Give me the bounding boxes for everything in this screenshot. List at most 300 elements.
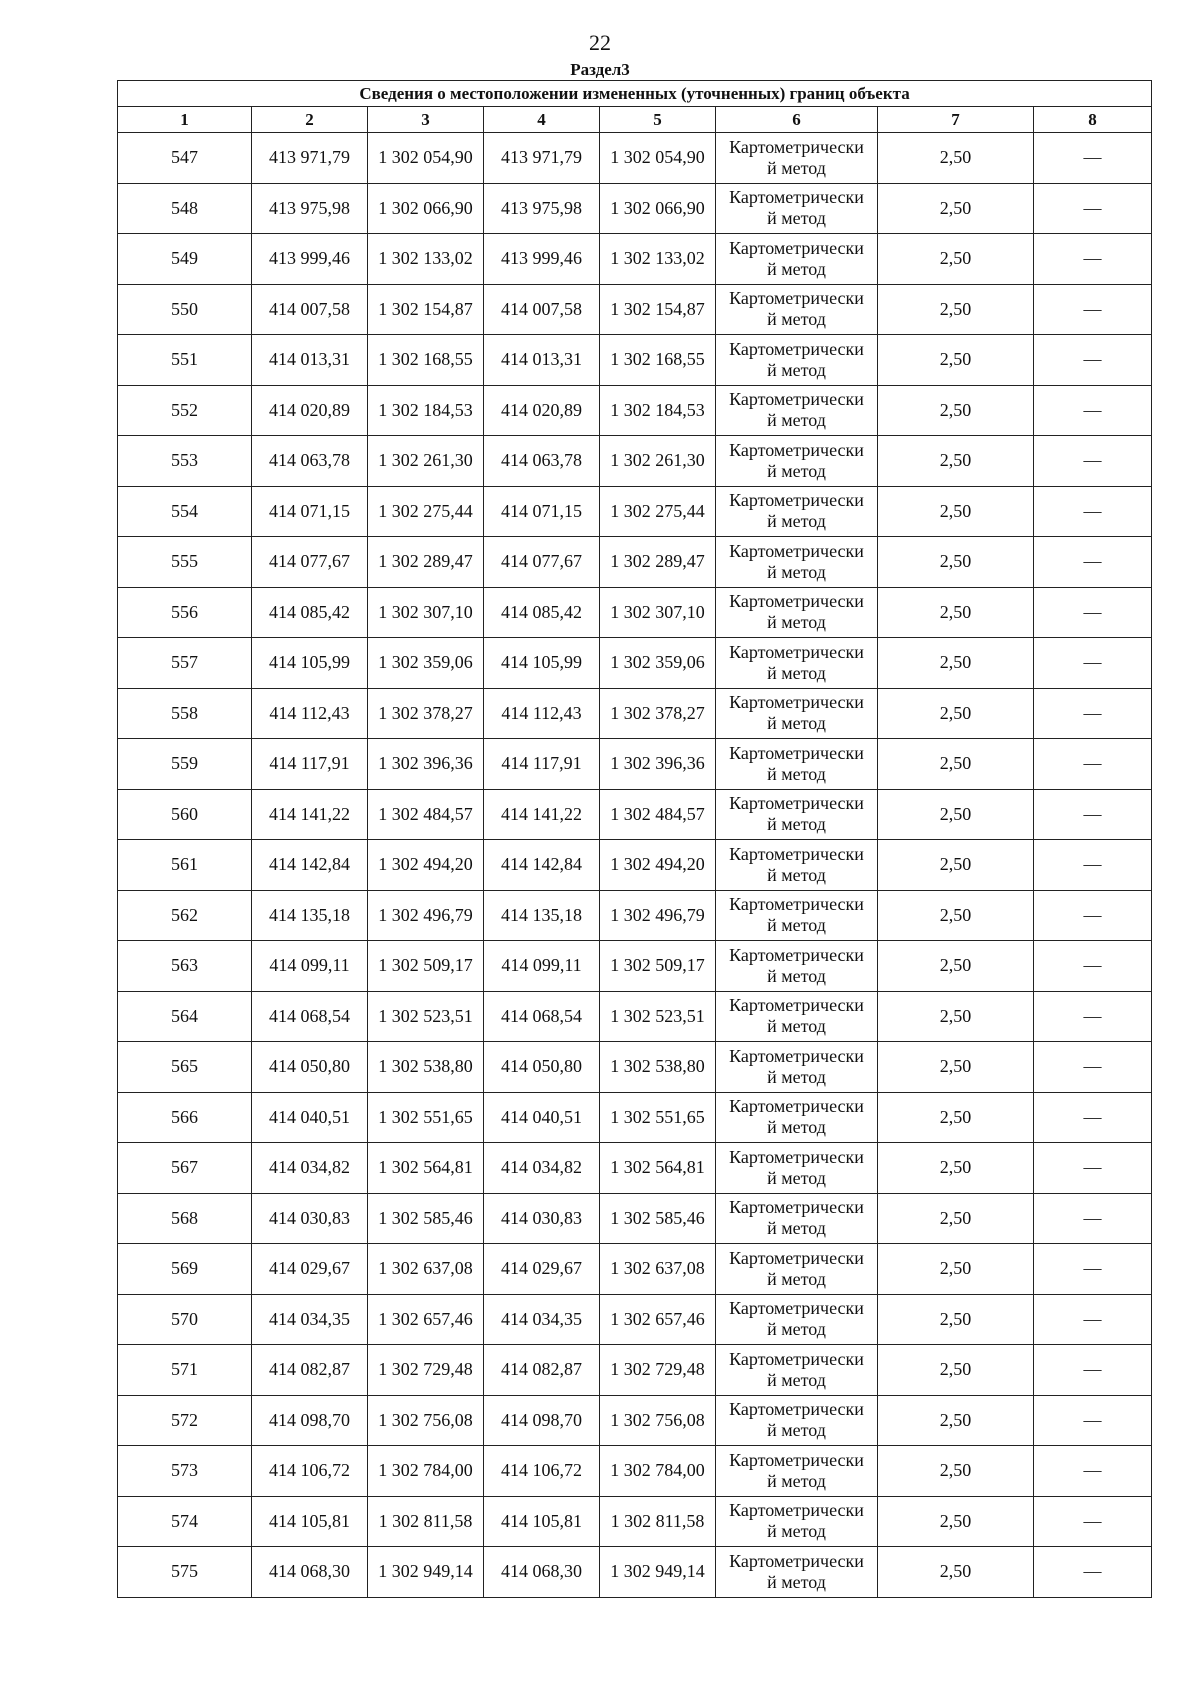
description-cell: — — [1034, 739, 1152, 790]
x-existing-cell: 414 013,31 — [252, 335, 368, 386]
accuracy-cell: 2,50 — [878, 1042, 1034, 1093]
description-cell: — — [1034, 284, 1152, 335]
point-number-cell: 554 — [118, 486, 252, 537]
method-line: й метод — [767, 915, 826, 936]
x-existing-cell: 414 007,58 — [252, 284, 368, 335]
y-refined-cell: 1 302 054,90 — [600, 133, 716, 184]
point-number-cell: 557 — [118, 638, 252, 689]
method-line: й метод — [767, 864, 826, 885]
table-row — [118, 688, 1152, 739]
method-line: й метод — [767, 1218, 826, 1239]
y-existing-cell: 1 302 949,14 — [368, 1547, 484, 1598]
x-refined-cell: 414 117,91 — [484, 739, 600, 790]
y-refined-cell: 1 302 484,57 — [600, 789, 716, 840]
accuracy-cell: 2,50 — [878, 688, 1034, 739]
x-refined-cell: 414 106,72 — [484, 1446, 600, 1497]
column-header: 8 — [1034, 107, 1152, 133]
table-row — [118, 941, 1152, 992]
x-refined-cell: 414 085,42 — [484, 587, 600, 638]
x-refined-cell: 413 999,46 — [484, 234, 600, 285]
method-line: Картометрически — [729, 692, 864, 713]
method-line: й метод — [767, 309, 826, 330]
table-row — [118, 789, 1152, 840]
column-header: 3 — [368, 107, 484, 133]
x-refined-cell: 414 105,99 — [484, 638, 600, 689]
y-refined-cell: 1 302 523,51 — [600, 991, 716, 1042]
x-existing-cell: 414 112,43 — [252, 688, 368, 739]
x-refined-cell: 413 971,79 — [484, 133, 600, 184]
x-existing-cell: 414 141,22 — [252, 789, 368, 840]
accuracy-cell: 2,50 — [878, 486, 1034, 537]
y-refined-cell: 1 302 657,46 — [600, 1294, 716, 1345]
table-row — [118, 385, 1152, 436]
method-line: Картометрически — [729, 1247, 864, 1268]
table-row — [118, 1496, 1152, 1547]
method-line: Картометрически — [729, 1096, 864, 1117]
method-cell — [716, 941, 878, 992]
point-number-cell: 564 — [118, 991, 252, 1042]
y-refined-cell: 1 302 729,48 — [600, 1345, 716, 1396]
y-existing-cell: 1 302 784,00 — [368, 1446, 484, 1497]
method-line: Картометрически — [729, 793, 864, 814]
method-line: Картометрически — [729, 1399, 864, 1420]
method-line: Картометрически — [729, 439, 864, 460]
description-cell: — — [1034, 1143, 1152, 1194]
table-row — [118, 1446, 1152, 1497]
method-line: Картометрически — [729, 843, 864, 864]
accuracy-cell: 2,50 — [878, 890, 1034, 941]
method-cell — [716, 1092, 878, 1143]
column-header: 1 — [118, 107, 252, 133]
accuracy-cell: 2,50 — [878, 638, 1034, 689]
column-header-row — [118, 107, 1152, 133]
method-line: Картометрически — [729, 1449, 864, 1470]
method-line: й метод — [767, 1167, 826, 1188]
y-refined-cell: 1 302 637,08 — [600, 1244, 716, 1295]
point-number-cell: 566 — [118, 1092, 252, 1143]
column-header: 2 — [252, 107, 368, 133]
method-cell — [716, 991, 878, 1042]
x-refined-cell: 414 050,80 — [484, 1042, 600, 1093]
x-existing-cell: 414 063,78 — [252, 436, 368, 487]
accuracy-cell: 2,50 — [878, 1092, 1034, 1143]
x-existing-cell: 414 105,99 — [252, 638, 368, 689]
y-refined-cell: 1 302 585,46 — [600, 1193, 716, 1244]
point-number-cell: 573 — [118, 1446, 252, 1497]
method-cell — [716, 436, 878, 487]
x-refined-cell: 414 135,18 — [484, 890, 600, 941]
point-number-cell: 552 — [118, 385, 252, 436]
description-cell: — — [1034, 941, 1152, 992]
point-number-cell: 562 — [118, 890, 252, 941]
table-body — [118, 133, 1152, 1598]
method-line: Картометрически — [729, 1550, 864, 1571]
x-existing-cell: 414 106,72 — [252, 1446, 368, 1497]
y-existing-cell: 1 302 154,87 — [368, 284, 484, 335]
y-refined-cell: 1 302 066,90 — [600, 183, 716, 234]
method-line: й метод — [767, 965, 826, 986]
description-cell: — — [1034, 1244, 1152, 1295]
table-row — [118, 638, 1152, 689]
method-line: й метод — [767, 359, 826, 380]
x-refined-cell: 414 077,67 — [484, 537, 600, 588]
table-row — [118, 739, 1152, 790]
method-line: Картометрически — [729, 591, 864, 612]
y-refined-cell: 1 302 133,02 — [600, 234, 716, 285]
accuracy-cell: 2,50 — [878, 1143, 1034, 1194]
y-existing-cell: 1 302 289,47 — [368, 537, 484, 588]
x-existing-cell: 414 020,89 — [252, 385, 368, 436]
method-cell — [716, 234, 878, 285]
method-cell — [716, 1042, 878, 1093]
x-refined-cell: 414 063,78 — [484, 436, 600, 487]
x-existing-cell: 414 117,91 — [252, 739, 368, 790]
y-existing-cell: 1 302 066,90 — [368, 183, 484, 234]
y-refined-cell: 1 302 756,08 — [600, 1395, 716, 1446]
point-number-cell: 572 — [118, 1395, 252, 1446]
x-refined-cell: 413 975,98 — [484, 183, 600, 234]
table-row — [118, 183, 1152, 234]
method-cell — [716, 1193, 878, 1244]
x-existing-cell: 414 105,81 — [252, 1496, 368, 1547]
y-existing-cell: 1 302 054,90 — [368, 133, 484, 184]
x-refined-cell: 414 068,30 — [484, 1547, 600, 1598]
point-number-cell: 556 — [118, 587, 252, 638]
method-cell — [716, 1143, 878, 1194]
description-cell: — — [1034, 688, 1152, 739]
accuracy-cell: 2,50 — [878, 991, 1034, 1042]
y-refined-cell: 1 302 496,79 — [600, 890, 716, 941]
method-cell — [716, 789, 878, 840]
x-existing-cell: 413 975,98 — [252, 183, 368, 234]
method-cell — [716, 1446, 878, 1497]
description-cell: — — [1034, 587, 1152, 638]
method-line: й метод — [767, 662, 826, 683]
description-cell: — — [1034, 789, 1152, 840]
method-line: Картометрически — [729, 1500, 864, 1521]
method-line: Картометрически — [729, 389, 864, 410]
method-line: Картометрически — [729, 288, 864, 309]
method-cell — [716, 840, 878, 891]
method-line: й метод — [767, 1470, 826, 1491]
method-cell — [716, 1244, 878, 1295]
method-line: Картометрически — [729, 338, 864, 359]
description-cell: — — [1034, 385, 1152, 436]
method-line: Картометрически — [729, 894, 864, 915]
table-row — [118, 991, 1152, 1042]
accuracy-cell: 2,50 — [878, 234, 1034, 285]
x-refined-cell: 414 034,35 — [484, 1294, 600, 1345]
accuracy-cell: 2,50 — [878, 284, 1034, 335]
x-existing-cell: 414 142,84 — [252, 840, 368, 891]
y-refined-cell: 1 302 307,10 — [600, 587, 716, 638]
y-existing-cell: 1 302 133,02 — [368, 234, 484, 285]
x-refined-cell: 414 141,22 — [484, 789, 600, 840]
accuracy-cell: 2,50 — [878, 133, 1034, 184]
y-refined-cell: 1 302 184,53 — [600, 385, 716, 436]
method-line: Картометрически — [729, 944, 864, 965]
x-existing-cell: 414 030,83 — [252, 1193, 368, 1244]
x-refined-cell: 414 099,11 — [484, 941, 600, 992]
y-existing-cell: 1 302 523,51 — [368, 991, 484, 1042]
method-line: Картометрически — [729, 742, 864, 763]
point-number-cell: 551 — [118, 335, 252, 386]
method-line: Картометрически — [729, 136, 864, 157]
method-cell — [716, 486, 878, 537]
table-row — [118, 840, 1152, 891]
method-line: Картометрически — [729, 1045, 864, 1066]
description-cell: — — [1034, 537, 1152, 588]
method-line: й метод — [767, 511, 826, 532]
accuracy-cell: 2,50 — [878, 436, 1034, 487]
description-cell: — — [1034, 436, 1152, 487]
point-number-cell: 565 — [118, 1042, 252, 1093]
x-refined-cell: 414 040,51 — [484, 1092, 600, 1143]
accuracy-cell: 2,50 — [878, 335, 1034, 386]
y-existing-cell: 1 302 585,46 — [368, 1193, 484, 1244]
y-existing-cell: 1 302 378,27 — [368, 688, 484, 739]
point-number-cell: 574 — [118, 1496, 252, 1547]
method-line: Картометрически — [729, 540, 864, 561]
description-cell: — — [1034, 335, 1152, 386]
description-cell: — — [1034, 1193, 1152, 1244]
method-line: Картометрически — [729, 641, 864, 662]
x-existing-cell: 414 029,67 — [252, 1244, 368, 1295]
accuracy-cell: 2,50 — [878, 1294, 1034, 1345]
x-existing-cell: 413 971,79 — [252, 133, 368, 184]
x-existing-cell: 414 068,54 — [252, 991, 368, 1042]
accuracy-cell: 2,50 — [878, 789, 1034, 840]
method-line: Картометрически — [729, 1348, 864, 1369]
method-line: й метод — [767, 157, 826, 178]
point-number-cell: 560 — [118, 789, 252, 840]
point-number-cell: 567 — [118, 1143, 252, 1194]
x-existing-cell: 414 071,15 — [252, 486, 368, 537]
x-refined-cell: 414 020,89 — [484, 385, 600, 436]
x-existing-cell: 414 085,42 — [252, 587, 368, 638]
x-refined-cell: 414 098,70 — [484, 1395, 600, 1446]
method-line: й метод — [767, 814, 826, 835]
description-cell: — — [1034, 991, 1152, 1042]
x-existing-cell: 414 050,80 — [252, 1042, 368, 1093]
y-existing-cell: 1 302 484,57 — [368, 789, 484, 840]
y-refined-cell: 1 302 154,87 — [600, 284, 716, 335]
method-line: й метод — [767, 713, 826, 734]
point-number-cell: 561 — [118, 840, 252, 891]
method-cell — [716, 638, 878, 689]
x-existing-cell: 414 135,18 — [252, 890, 368, 941]
method-cell — [716, 1294, 878, 1345]
y-existing-cell: 1 302 184,53 — [368, 385, 484, 436]
y-refined-cell: 1 302 494,20 — [600, 840, 716, 891]
method-line: й метод — [767, 612, 826, 633]
accuracy-cell: 2,50 — [878, 1244, 1034, 1295]
accuracy-cell: 2,50 — [878, 1193, 1034, 1244]
x-refined-cell: 414 030,83 — [484, 1193, 600, 1244]
table-row — [118, 1042, 1152, 1093]
y-refined-cell: 1 302 359,06 — [600, 638, 716, 689]
x-refined-cell: 414 112,43 — [484, 688, 600, 739]
method-line: Картометрически — [729, 995, 864, 1016]
x-refined-cell: 414 013,31 — [484, 335, 600, 386]
method-line: й метод — [767, 208, 826, 229]
y-refined-cell: 1 302 275,44 — [600, 486, 716, 537]
method-line: й метод — [767, 1420, 826, 1441]
method-line: й метод — [767, 1521, 826, 1542]
y-refined-cell: 1 302 949,14 — [600, 1547, 716, 1598]
accuracy-cell: 2,50 — [878, 385, 1034, 436]
point-number-cell: 559 — [118, 739, 252, 790]
method-cell — [716, 335, 878, 386]
y-existing-cell: 1 302 729,48 — [368, 1345, 484, 1396]
table-row — [118, 1244, 1152, 1295]
point-number-cell: 570 — [118, 1294, 252, 1345]
column-header: 6 — [716, 107, 878, 133]
method-line: й метод — [767, 460, 826, 481]
table-row — [118, 890, 1152, 941]
y-existing-cell: 1 302 756,08 — [368, 1395, 484, 1446]
y-existing-cell: 1 302 307,10 — [368, 587, 484, 638]
y-existing-cell: 1 302 551,65 — [368, 1092, 484, 1143]
y-existing-cell: 1 302 494,20 — [368, 840, 484, 891]
y-existing-cell: 1 302 538,80 — [368, 1042, 484, 1093]
method-line: й метод — [767, 1117, 826, 1138]
method-line: Картометрически — [729, 237, 864, 258]
table-row — [118, 587, 1152, 638]
table-row — [118, 234, 1152, 285]
table-row — [118, 537, 1152, 588]
method-cell — [716, 688, 878, 739]
method-line: й метод — [767, 1066, 826, 1087]
table-row — [118, 1345, 1152, 1396]
accuracy-cell: 2,50 — [878, 1446, 1034, 1497]
point-number-cell: 548 — [118, 183, 252, 234]
x-refined-cell: 414 034,82 — [484, 1143, 600, 1194]
description-cell: — — [1034, 840, 1152, 891]
accuracy-cell: 2,50 — [878, 1547, 1034, 1598]
description-cell: — — [1034, 133, 1152, 184]
table-row — [118, 1092, 1152, 1143]
description-cell: — — [1034, 1042, 1152, 1093]
page-number: 22 — [589, 30, 611, 55]
accuracy-cell: 2,50 — [878, 587, 1034, 638]
accuracy-cell: 2,50 — [878, 1496, 1034, 1547]
method-cell — [716, 385, 878, 436]
x-refined-cell: 414 142,84 — [484, 840, 600, 891]
description-cell: — — [1034, 1092, 1152, 1143]
method-line: Картометрически — [729, 1298, 864, 1319]
table-row — [118, 486, 1152, 537]
method-line: Картометрически — [729, 1197, 864, 1218]
method-line: й метод — [767, 1319, 826, 1340]
x-existing-cell: 414 077,67 — [252, 537, 368, 588]
point-number-cell: 568 — [118, 1193, 252, 1244]
y-existing-cell: 1 302 168,55 — [368, 335, 484, 386]
point-number-cell: 558 — [118, 688, 252, 739]
table-caption: Сведения о местоположении измененных (уточненных) границ объекта — [118, 81, 1152, 107]
x-existing-cell: 414 098,70 — [252, 1395, 368, 1446]
x-existing-cell: 414 034,82 — [252, 1143, 368, 1194]
method-line: й метод — [767, 561, 826, 582]
column-header: 5 — [600, 107, 716, 133]
description-cell: — — [1034, 1395, 1152, 1446]
table-row — [118, 1193, 1152, 1244]
description-cell: — — [1034, 183, 1152, 234]
table-row — [118, 1395, 1152, 1446]
x-existing-cell: 414 099,11 — [252, 941, 368, 992]
x-existing-cell: 414 040,51 — [252, 1092, 368, 1143]
accuracy-cell: 2,50 — [878, 537, 1034, 588]
point-number-cell: 571 — [118, 1345, 252, 1396]
x-refined-cell: 414 029,67 — [484, 1244, 600, 1295]
y-refined-cell: 1 302 509,17 — [600, 941, 716, 992]
x-refined-cell: 414 007,58 — [484, 284, 600, 335]
method-cell — [716, 587, 878, 638]
table-row — [118, 1294, 1152, 1345]
accuracy-cell: 2,50 — [878, 1345, 1034, 1396]
description-cell: — — [1034, 1345, 1152, 1396]
method-cell — [716, 739, 878, 790]
description-cell: — — [1034, 486, 1152, 537]
method-cell — [716, 1395, 878, 1446]
y-existing-cell: 1 302 564,81 — [368, 1143, 484, 1194]
method-cell — [716, 183, 878, 234]
table-row — [118, 335, 1152, 386]
y-refined-cell: 1 302 168,55 — [600, 335, 716, 386]
section-label: Раздел3 — [570, 60, 630, 79]
point-number-cell: 550 — [118, 284, 252, 335]
y-existing-cell: 1 302 509,17 — [368, 941, 484, 992]
y-refined-cell: 1 302 396,36 — [600, 739, 716, 790]
method-cell — [716, 1547, 878, 1598]
column-header: 4 — [484, 107, 600, 133]
y-refined-cell: 1 302 538,80 — [600, 1042, 716, 1093]
y-existing-cell: 1 302 396,36 — [368, 739, 484, 790]
accuracy-cell: 2,50 — [878, 840, 1034, 891]
description-cell: — — [1034, 638, 1152, 689]
point-number-cell: 569 — [118, 1244, 252, 1295]
method-line: й метод — [767, 258, 826, 279]
x-existing-cell: 413 999,46 — [252, 234, 368, 285]
description-cell: — — [1034, 1496, 1152, 1547]
accuracy-cell: 2,50 — [878, 1395, 1034, 1446]
method-line: й метод — [767, 1268, 826, 1289]
table-row — [118, 1547, 1152, 1598]
table-row — [118, 1143, 1152, 1194]
method-cell — [716, 890, 878, 941]
description-cell: — — [1034, 1294, 1152, 1345]
y-existing-cell: 1 302 811,58 — [368, 1496, 484, 1547]
accuracy-cell: 2,50 — [878, 941, 1034, 992]
table-row — [118, 284, 1152, 335]
x-existing-cell: 414 068,30 — [252, 1547, 368, 1598]
y-refined-cell: 1 302 564,81 — [600, 1143, 716, 1194]
method-line: Картометрически — [729, 1146, 864, 1167]
point-number-cell: 575 — [118, 1547, 252, 1598]
method-line: Картометрически — [729, 187, 864, 208]
y-refined-cell: 1 302 378,27 — [600, 688, 716, 739]
y-refined-cell: 1 302 784,00 — [600, 1446, 716, 1497]
point-number-cell: 547 — [118, 133, 252, 184]
description-cell: — — [1034, 890, 1152, 941]
y-refined-cell: 1 302 551,65 — [600, 1092, 716, 1143]
y-existing-cell: 1 302 496,79 — [368, 890, 484, 941]
accuracy-cell: 2,50 — [878, 739, 1034, 790]
description-cell: — — [1034, 1446, 1152, 1497]
method-line: й метод — [767, 410, 826, 431]
x-existing-cell: 414 034,35 — [252, 1294, 368, 1345]
method-line: й метод — [767, 1571, 826, 1592]
